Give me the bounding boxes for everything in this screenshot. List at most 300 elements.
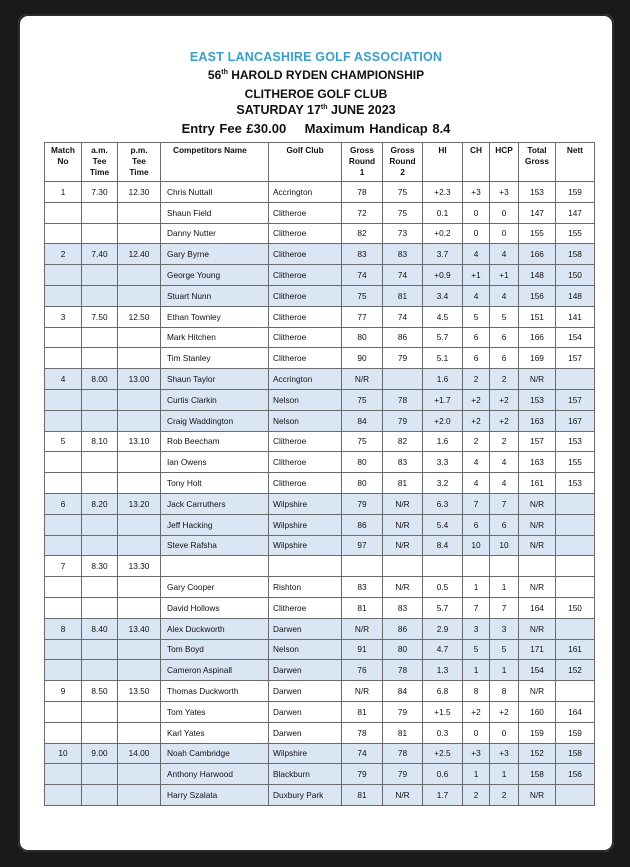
club-cell: Nelson xyxy=(269,639,342,660)
gross-1-cell: 79 xyxy=(342,764,383,785)
club-cell: Darwen xyxy=(269,618,342,639)
hi-cell: 2.9 xyxy=(423,618,463,639)
pm-tee-cell: 13.20 xyxy=(118,493,161,514)
pm-tee-cell xyxy=(118,473,161,494)
event-date: SATURDAY 17th JUNE 2023 xyxy=(236,103,396,117)
club-cell: Clitheroe xyxy=(269,327,342,348)
hcp-cell: 1 xyxy=(490,660,519,681)
gross-1-cell: 97 xyxy=(342,535,383,556)
pm-tee-cell xyxy=(118,785,161,806)
match-cell xyxy=(45,452,82,473)
gross-1-cell: 78 xyxy=(342,182,383,203)
gross-2-cell: 82 xyxy=(383,431,423,452)
ch-cell: 8 xyxy=(463,681,490,702)
name-cell: David Hollows xyxy=(161,597,269,618)
col-header-nett: Nett xyxy=(556,143,595,182)
match-cell: 5 xyxy=(45,431,82,452)
total-gross-cell: 163 xyxy=(519,452,556,473)
ch-cell: 0 xyxy=(463,722,490,743)
gross-1-cell: 75 xyxy=(342,285,383,306)
gross-1-cell: 77 xyxy=(342,306,383,327)
am-tee-cell: 8.50 xyxy=(82,681,118,702)
table-row xyxy=(45,785,595,806)
hcp-cell: 1 xyxy=(490,577,519,598)
hcp-cell: 8 xyxy=(490,681,519,702)
pm-tee-cell xyxy=(118,410,161,431)
club-cell: Clitheroe xyxy=(269,597,342,618)
gross-2-cell: 81 xyxy=(383,285,423,306)
gross-2-cell: 75 xyxy=(383,182,423,203)
hi-cell: 6.8 xyxy=(423,681,463,702)
am-tee-cell xyxy=(82,660,118,681)
match-cell: 1 xyxy=(45,182,82,203)
ch-cell: 7 xyxy=(463,597,490,618)
am-tee-cell xyxy=(82,639,118,660)
table-row xyxy=(45,660,595,681)
ch-cell: 10 xyxy=(463,535,490,556)
nett-cell xyxy=(556,577,595,598)
hi-cell: 6.3 xyxy=(423,493,463,514)
gross-2-cell: N/R xyxy=(383,535,423,556)
club-cell: Clitheroe xyxy=(269,223,342,244)
gross-2-cell: 83 xyxy=(383,597,423,618)
club-cell: Wilpshire xyxy=(269,535,342,556)
ch-cell: +3 xyxy=(463,182,490,203)
am-tee-cell xyxy=(82,577,118,598)
club-cell: Accrington xyxy=(269,182,342,203)
gross-2-cell: 78 xyxy=(383,660,423,681)
hcp-cell: +1 xyxy=(490,265,519,286)
am-tee-cell xyxy=(82,514,118,535)
ch-cell: 5 xyxy=(463,639,490,660)
gross-1-cell: 81 xyxy=(342,597,383,618)
gross-1-cell: 80 xyxy=(342,473,383,494)
match-cell xyxy=(45,577,82,598)
ch-cell: 2 xyxy=(463,785,490,806)
ch-cell: 1 xyxy=(463,764,490,785)
pm-tee-cell: 12.40 xyxy=(118,244,161,265)
nett-cell: 155 xyxy=(556,223,595,244)
table-header-row xyxy=(45,143,595,182)
gross-1-cell: 80 xyxy=(342,327,383,348)
gross-2-cell: 79 xyxy=(383,764,423,785)
hcp-cell: 0 xyxy=(490,202,519,223)
hcp-cell: 0 xyxy=(490,223,519,244)
name-cell: Jack Carruthers xyxy=(161,493,269,514)
gross-2-cell xyxy=(383,369,423,390)
ch-cell: 4 xyxy=(463,285,490,306)
match-cell: 4 xyxy=(45,369,82,390)
total-gross-cell: N/R xyxy=(519,369,556,390)
pm-tee-cell xyxy=(118,389,161,410)
col-header-hi: HI xyxy=(423,143,463,182)
gross-2-cell: 83 xyxy=(383,452,423,473)
gross-1-cell: N/R xyxy=(342,618,383,639)
club-cell: Darwen xyxy=(269,701,342,722)
total-gross-cell: 163 xyxy=(519,410,556,431)
pm-tee-cell xyxy=(118,202,161,223)
hi-cell: 0.1 xyxy=(423,202,463,223)
name-cell xyxy=(161,556,269,577)
total-gross-cell: 159 xyxy=(519,722,556,743)
hcp-cell: 5 xyxy=(490,306,519,327)
match-cell: 10 xyxy=(45,743,82,764)
match-cell xyxy=(45,639,82,660)
nett-cell: 141 xyxy=(556,306,595,327)
total-gross-cell: 161 xyxy=(519,473,556,494)
ch-cell: +2 xyxy=(463,389,490,410)
match-cell xyxy=(45,514,82,535)
am-tee-cell: 7.50 xyxy=(82,306,118,327)
match-cell xyxy=(45,660,82,681)
ch-cell: 2 xyxy=(463,431,490,452)
pm-tee-cell: 12.50 xyxy=(118,306,161,327)
ch-cell: +3 xyxy=(463,743,490,764)
match-cell xyxy=(45,389,82,410)
nett-cell: 155 xyxy=(556,452,595,473)
nett-cell: 158 xyxy=(556,743,595,764)
ch-cell: 1 xyxy=(463,577,490,598)
venue-title: CLITHEROE GOLF CLUB xyxy=(244,87,388,101)
club-cell: Wilpshire xyxy=(269,493,342,514)
total-gross-cell: 155 xyxy=(519,223,556,244)
name-cell: Gary Cooper xyxy=(161,577,269,598)
gross-1-cell: 74 xyxy=(342,743,383,764)
hcp-cell: 7 xyxy=(490,493,519,514)
name-cell: Mark Hitchen xyxy=(161,327,269,348)
gross-1-cell xyxy=(342,556,383,577)
pm-tee-cell xyxy=(118,452,161,473)
name-cell: Ethan Townley xyxy=(161,306,269,327)
name-cell: Chris Nuttall xyxy=(161,182,269,203)
gross-2-cell: 79 xyxy=(383,701,423,722)
name-cell: Curtis Clarkin xyxy=(161,389,269,410)
gross-2-cell: 83 xyxy=(383,244,423,265)
table-row xyxy=(45,452,595,473)
pm-tee-cell xyxy=(118,701,161,722)
table-row xyxy=(45,348,595,369)
hcp-cell: +2 xyxy=(490,410,519,431)
club-cell: Wilpshire xyxy=(269,743,342,764)
gross-1-cell: 86 xyxy=(342,514,383,535)
table-row xyxy=(45,618,595,639)
total-gross-cell: 171 xyxy=(519,639,556,660)
name-cell: Harry Szalata xyxy=(161,785,269,806)
nett-cell: 164 xyxy=(556,701,595,722)
pm-tee-cell xyxy=(118,223,161,244)
total-gross-cell: 169 xyxy=(519,348,556,369)
name-cell: Cameron Aspinall xyxy=(161,660,269,681)
hcp-cell: 4 xyxy=(490,452,519,473)
hi-cell: 8.4 xyxy=(423,535,463,556)
gross-2-cell: N/R xyxy=(383,493,423,514)
name-cell: Craig Waddington xyxy=(161,410,269,431)
am-tee-cell: 7.30 xyxy=(82,182,118,203)
pm-tee-cell xyxy=(118,514,161,535)
table-row xyxy=(45,265,595,286)
match-cell xyxy=(45,535,82,556)
hcp-cell: 6 xyxy=(490,327,519,348)
gross-2-cell: 86 xyxy=(383,618,423,639)
table-row xyxy=(45,182,595,203)
pm-tee-cell xyxy=(118,639,161,660)
col-header-gross-2: Gross Round 2 xyxy=(383,143,423,182)
hcp-cell: 2 xyxy=(490,785,519,806)
name-cell: Thomas Duckworth xyxy=(161,681,269,702)
club-cell: Nelson xyxy=(269,410,342,431)
total-gross-cell: N/R xyxy=(519,535,556,556)
am-tee-cell: 8.40 xyxy=(82,618,118,639)
nett-cell: 147 xyxy=(556,202,595,223)
gross-2-cell: 81 xyxy=(383,473,423,494)
table-row xyxy=(45,701,595,722)
total-gross-cell: 148 xyxy=(519,265,556,286)
hi-cell: +2.5 xyxy=(423,743,463,764)
gross-1-cell: 83 xyxy=(342,244,383,265)
ch-cell: +1 xyxy=(463,265,490,286)
hi-cell: 1.7 xyxy=(423,785,463,806)
col-header-gross-1: Gross Round 1 xyxy=(342,143,383,182)
document-content xyxy=(30,28,602,838)
hi-cell: 1.6 xyxy=(423,431,463,452)
am-tee-cell xyxy=(82,785,118,806)
pm-tee-cell: 13.40 xyxy=(118,618,161,639)
col-header-pm-tee: p.m. Tee Time xyxy=(118,143,161,182)
hcp-cell: 6 xyxy=(490,514,519,535)
club-cell: Clitheroe xyxy=(269,431,342,452)
gross-1-cell: 72 xyxy=(342,202,383,223)
am-tee-cell xyxy=(82,764,118,785)
pm-tee-cell: 13.10 xyxy=(118,431,161,452)
nett-cell: 159 xyxy=(556,722,595,743)
match-cell: 3 xyxy=(45,306,82,327)
am-tee-cell xyxy=(82,722,118,743)
club-cell: Darwen xyxy=(269,660,342,681)
gross-1-cell: 91 xyxy=(342,639,383,660)
gross-2-cell: 79 xyxy=(383,348,423,369)
club-cell: Clitheroe xyxy=(269,306,342,327)
fee-and-handicap: Entry Fee £30.00 Maximum Handicap 8.4 xyxy=(181,121,451,136)
hcp-cell: 4 xyxy=(490,285,519,306)
total-gross-cell: 157 xyxy=(519,431,556,452)
gross-2-cell: 86 xyxy=(383,327,423,348)
col-header-club: Golf Club xyxy=(269,143,342,182)
pm-tee-cell xyxy=(118,764,161,785)
pm-tee-cell xyxy=(118,597,161,618)
name-cell: Ian Owens xyxy=(161,452,269,473)
pm-tee-cell: 13.30 xyxy=(118,556,161,577)
nett-cell: 150 xyxy=(556,597,595,618)
name-cell: George Young xyxy=(161,265,269,286)
gross-1-cell: 74 xyxy=(342,265,383,286)
name-cell: Jeff Hacking xyxy=(161,514,269,535)
gross-2-cell: N/R xyxy=(383,577,423,598)
hcp-cell: +3 xyxy=(490,743,519,764)
hcp-cell: 1 xyxy=(490,764,519,785)
club-cell: Clitheroe xyxy=(269,473,342,494)
ch-cell: 2 xyxy=(463,369,490,390)
table-row xyxy=(45,597,595,618)
total-gross-cell: 152 xyxy=(519,743,556,764)
col-header-ch: CH xyxy=(463,143,490,182)
gross-1-cell: 75 xyxy=(342,389,383,410)
hcp-cell: 4 xyxy=(490,473,519,494)
club-cell: Clitheroe xyxy=(269,244,342,265)
total-gross-cell: 154 xyxy=(519,660,556,681)
table-row xyxy=(45,514,595,535)
hcp-cell xyxy=(490,556,519,577)
gross-2-cell: 78 xyxy=(383,389,423,410)
hi-cell: +0.9 xyxy=(423,265,463,286)
am-tee-cell xyxy=(82,410,118,431)
nett-cell: 157 xyxy=(556,389,595,410)
total-gross-cell: 156 xyxy=(519,285,556,306)
hi-cell: +2.0 xyxy=(423,410,463,431)
name-cell: Tom Boyd xyxy=(161,639,269,660)
hi-cell xyxy=(423,556,463,577)
match-cell xyxy=(45,764,82,785)
match-cell xyxy=(45,410,82,431)
hcp-cell: 4 xyxy=(490,244,519,265)
match-cell: 7 xyxy=(45,556,82,577)
name-cell: Danny Nutter xyxy=(161,223,269,244)
pm-tee-cell xyxy=(118,265,161,286)
gross-2-cell: 78 xyxy=(383,743,423,764)
ch-cell: 6 xyxy=(463,348,490,369)
table-row xyxy=(45,722,595,743)
total-gross-cell: N/R xyxy=(519,681,556,702)
table-row xyxy=(45,327,595,348)
nett-cell: 156 xyxy=(556,764,595,785)
nett-cell: 153 xyxy=(556,473,595,494)
gross-1-cell: 81 xyxy=(342,701,383,722)
total-gross-cell xyxy=(519,556,556,577)
am-tee-cell xyxy=(82,327,118,348)
hi-cell: +1.7 xyxy=(423,389,463,410)
hi-cell: 5.1 xyxy=(423,348,463,369)
am-tee-cell xyxy=(82,535,118,556)
col-header-total-gross: Total Gross xyxy=(519,143,556,182)
gross-1-cell: 82 xyxy=(342,223,383,244)
hcp-cell: 2 xyxy=(490,431,519,452)
total-gross-cell: 153 xyxy=(519,389,556,410)
ch-cell xyxy=(463,556,490,577)
nett-cell xyxy=(556,535,595,556)
hi-cell: 4.5 xyxy=(423,306,463,327)
am-tee-cell: 7.40 xyxy=(82,244,118,265)
gross-1-cell: 79 xyxy=(342,493,383,514)
gross-1-cell: 78 xyxy=(342,722,383,743)
ch-cell: 0 xyxy=(463,223,490,244)
gross-1-cell: N/R xyxy=(342,369,383,390)
hi-cell: 3.4 xyxy=(423,285,463,306)
match-cell xyxy=(45,348,82,369)
club-cell: Rishton xyxy=(269,577,342,598)
hcp-cell: +2 xyxy=(490,701,519,722)
club-cell: Nelson xyxy=(269,389,342,410)
match-cell xyxy=(45,785,82,806)
match-cell xyxy=(45,722,82,743)
total-gross-cell: 147 xyxy=(519,202,556,223)
ch-cell: +2 xyxy=(463,701,490,722)
table-row xyxy=(45,244,595,265)
club-cell: Darwen xyxy=(269,681,342,702)
ch-cell: 7 xyxy=(463,493,490,514)
nett-cell: 159 xyxy=(556,182,595,203)
match-cell xyxy=(45,285,82,306)
ch-cell: 5 xyxy=(463,306,490,327)
club-cell: Clitheroe xyxy=(269,202,342,223)
hi-cell: 4.7 xyxy=(423,639,463,660)
total-gross-cell: N/R xyxy=(519,785,556,806)
nett-cell xyxy=(556,369,595,390)
table-row xyxy=(45,639,595,660)
name-cell: Steve Rafsha xyxy=(161,535,269,556)
club-cell: Darwen xyxy=(269,722,342,743)
table-row xyxy=(45,202,595,223)
hi-cell: +2.3 xyxy=(423,182,463,203)
club-cell: Wilpshire xyxy=(269,514,342,535)
gross-1-cell: 81 xyxy=(342,785,383,806)
draw-table xyxy=(44,142,595,806)
table-row xyxy=(45,369,595,390)
am-tee-cell: 8.00 xyxy=(82,369,118,390)
table-row xyxy=(45,410,595,431)
gross-2-cell: 84 xyxy=(383,681,423,702)
am-tee-cell xyxy=(82,597,118,618)
hcp-cell: 5 xyxy=(490,639,519,660)
hcp-cell: 2 xyxy=(490,369,519,390)
table-row xyxy=(45,743,595,764)
hi-cell: 1.6 xyxy=(423,369,463,390)
nett-cell: 152 xyxy=(556,660,595,681)
pm-tee-cell xyxy=(118,577,161,598)
club-cell xyxy=(269,556,342,577)
total-gross-cell: N/R xyxy=(519,514,556,535)
match-cell: 2 xyxy=(45,244,82,265)
match-cell xyxy=(45,202,82,223)
total-gross-cell: 166 xyxy=(519,244,556,265)
nett-cell xyxy=(556,681,595,702)
table-row xyxy=(45,577,595,598)
hi-cell: +1.5 xyxy=(423,701,463,722)
club-cell: Accrington xyxy=(269,369,342,390)
am-tee-cell xyxy=(82,701,118,722)
nett-cell xyxy=(556,618,595,639)
total-gross-cell: N/R xyxy=(519,618,556,639)
hi-cell: 0.5 xyxy=(423,577,463,598)
pm-tee-cell: 13.50 xyxy=(118,681,161,702)
match-cell xyxy=(45,473,82,494)
am-tee-cell xyxy=(82,265,118,286)
club-cell: Clitheroe xyxy=(269,452,342,473)
nett-cell: 157 xyxy=(556,348,595,369)
hi-cell: 0.3 xyxy=(423,722,463,743)
gross-1-cell: 84 xyxy=(342,410,383,431)
gross-2-cell: N/R xyxy=(383,514,423,535)
table-row xyxy=(45,535,595,556)
gross-2-cell: 75 xyxy=(383,202,423,223)
gross-1-cell: N/R xyxy=(342,681,383,702)
hi-cell: 3.2 xyxy=(423,473,463,494)
col-header-am-tee: a.m. Tee Time xyxy=(82,143,118,182)
gross-1-cell: 80 xyxy=(342,452,383,473)
club-cell: Blackburn xyxy=(269,764,342,785)
match-cell: 8 xyxy=(45,618,82,639)
am-tee-cell: 8.30 xyxy=(82,556,118,577)
match-cell xyxy=(45,327,82,348)
match-cell: 6 xyxy=(45,493,82,514)
